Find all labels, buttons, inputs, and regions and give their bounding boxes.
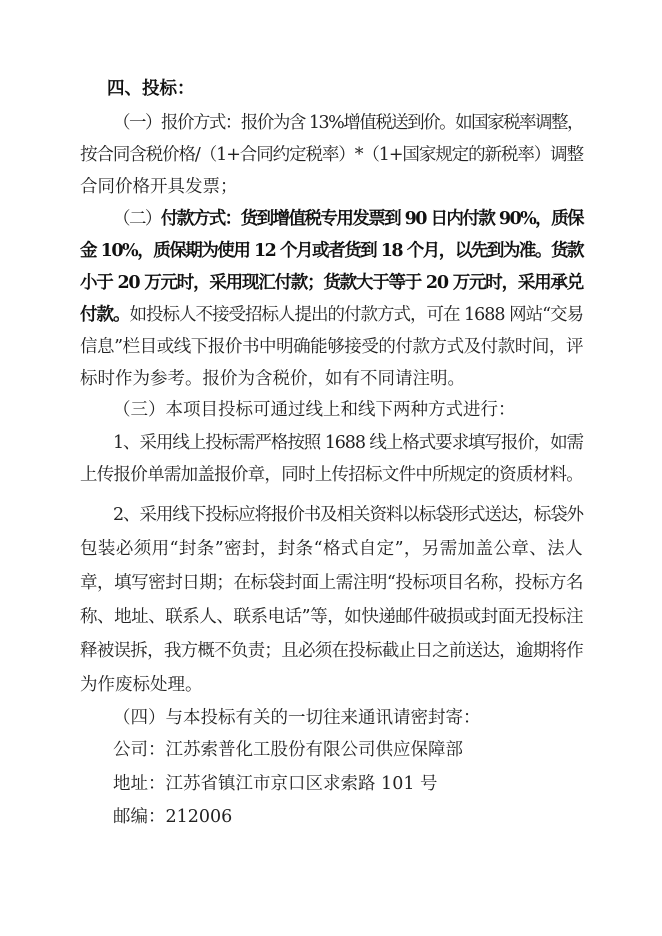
text: 2、采用线下投标应将报价书及相关资料以标袋形式送达，标袋外: [113, 505, 583, 525]
paragraph-line: [80, 605, 583, 629]
paragraph-line: [80, 271, 583, 295]
text: （一）报价方式：报价为含 13%增值税送到价。如国家税率调整，: [113, 113, 583, 133]
text: 邮编：212006: [113, 807, 233, 827]
bold-text: 小于 20 万元时，采用现汇付款；货款大于等于 20 万元时，采用承兑: [80, 273, 583, 293]
bold-text: 付款。: [80, 305, 130, 325]
paragraph-line: [80, 537, 583, 561]
text: 信息”栏目或线下报价书中明确能够接受的付款方式及付款时间，评: [80, 337, 584, 357]
paragraph-line: [80, 571, 583, 595]
paragraph-line: [113, 772, 583, 796]
text: （三）本项目投标可通过线上和线下两种方式进行：: [113, 400, 516, 420]
text: 为作废标处理。: [80, 675, 203, 695]
paragraph-line: [113, 207, 583, 231]
text: 按合同含税价格/（1+合同约定税率）*（1+国家规定的新税率）调整: [80, 145, 583, 165]
text: 如投标人不接受招标人提出的付款方式，可在 1688 网站“交易: [129, 305, 584, 325]
text: 1、采用线上投标需严格按照 1688 线上格式要求填写报价，如需: [113, 433, 583, 453]
text: 地址：江苏省镇江市京口区求索路 101 号: [113, 774, 438, 794]
bold-text: 金 10%，质保期为使用 12 个月或者货到 18 个月，以先到为准。货款: [80, 241, 583, 261]
text: 合同价格开具发票；: [80, 177, 238, 197]
paragraph-line: [80, 239, 583, 263]
bold-text: 付款方式：货到增值税专用发票到 90 日内付款 90%，质保: [160, 209, 583, 229]
text: 上传报价单需加盖报价章，同时上传招标文件中所规定的资质材料。: [80, 465, 584, 485]
text: （二）: [113, 209, 161, 229]
paragraph-line: [80, 463, 583, 487]
text: 公司：江苏索普化工股份有限公司供应保障部: [113, 740, 463, 760]
text: 包装必须用“封条”密封，封条“格式自定”，另需加盖公章、法人: [80, 539, 583, 559]
paragraph-line: [80, 175, 583, 199]
paragraph-line: [80, 639, 583, 663]
paragraph-line: [113, 738, 583, 762]
paragraph-line: [80, 367, 583, 391]
text: 章，填写密封日期；在标袋封面上需注明“投标项目名称，投标方名: [80, 573, 584, 593]
bold-text: 四、投标：: [107, 79, 195, 99]
paragraph-line: [113, 111, 583, 135]
paragraph-line: [113, 398, 583, 422]
paragraph-line: [113, 706, 583, 730]
paragraph-line: [113, 503, 583, 527]
paragraph-line: [113, 805, 583, 829]
text: 释被误拆，我方概不负责；且必须在投标截止日之前送达，逾期将作: [80, 641, 584, 661]
paragraph-line: [113, 431, 583, 455]
text: （四）与本投标有关的一切往来通讯请密封寄：: [113, 708, 481, 728]
paragraph-line: [80, 143, 583, 167]
text: 标时作为参考。报价为含税价，如有不同请注明。: [80, 369, 465, 389]
paragraph-line: [80, 335, 583, 359]
paragraph-line: [80, 303, 583, 327]
paragraph-line: [80, 673, 583, 697]
section-heading: [107, 77, 610, 101]
text: 称、地址、联系人、联系电话”等，如快递邮件破损或封面无投标注: [80, 607, 584, 627]
